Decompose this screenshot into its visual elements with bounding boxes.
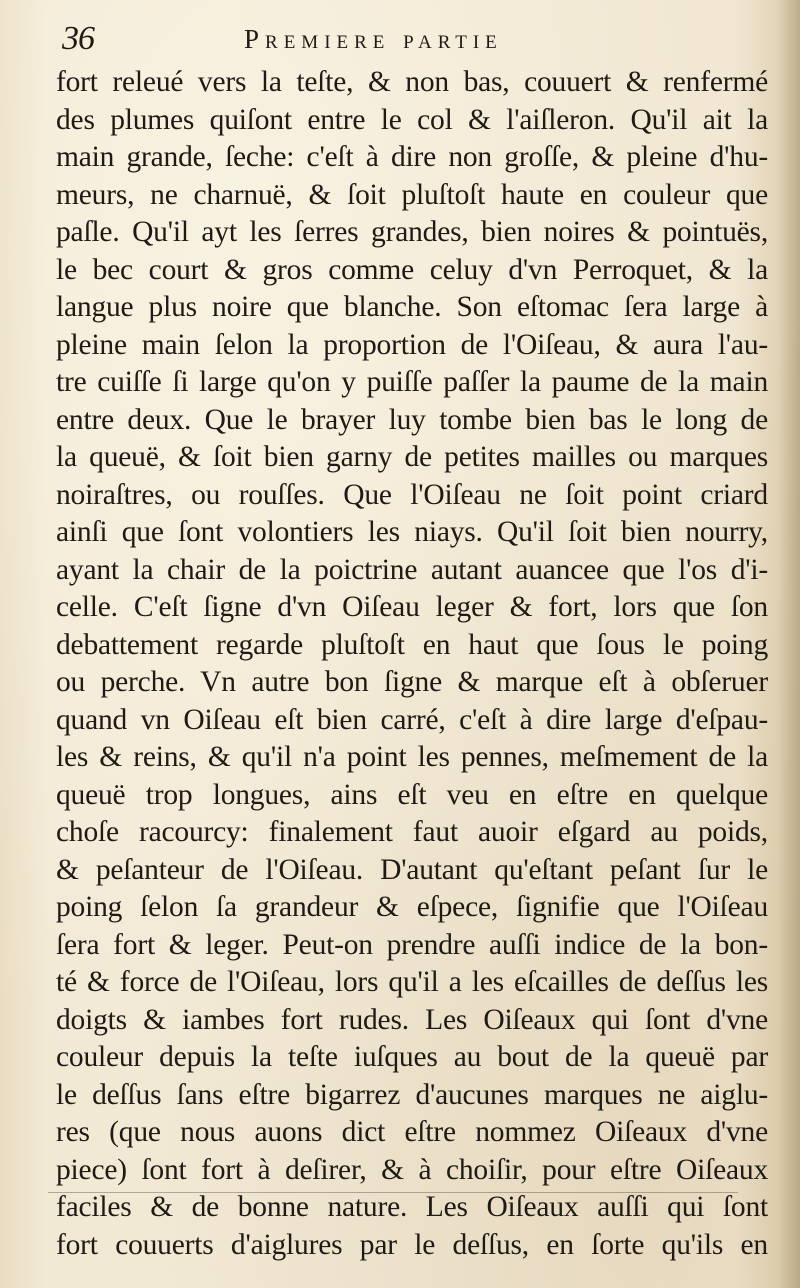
text-line: le deſſus ſans eſtre bigarrez d'aucunes marques ne aiglu- xyxy=(56,1078,768,1111)
text-line: quand vn Oiſeau eſt bien carré, c'eſt à dire large d'eſpau- xyxy=(56,703,768,736)
text-line: tre cuiſſe ſi large qu'on y puiſſe paſſer la paume de la main xyxy=(56,366,768,398)
text-line: ayant la chair de la poictrine autant auancee que l'os d'i- xyxy=(56,553,768,586)
text-line: ou perche. Vn autre bon ſigne & marque eſt à obſeruer xyxy=(56,666,768,698)
text-line: fort releué vers la teſte, & non bas, couuert & renfermé xyxy=(56,66,768,98)
text-line: ainſi que ſont volontiers les niays. Qu'il ſoit bien nourry, xyxy=(56,516,768,548)
page-header xyxy=(62,14,742,64)
text-line: té & force de l'Oiſeau, lors qu'il a les eſcailles de deſſus les xyxy=(56,966,768,998)
text-line: choſe racourcy: finalement faut auoir eſgard au poids, xyxy=(56,816,768,848)
text-line: debattement regarde pluſtoſt en haut que ſous le poing xyxy=(56,628,768,661)
text-line: pleine main ſelon la proportion de l'Oiſeau, & aura l'au- xyxy=(56,328,768,361)
text-line: langue plus noire que blanche. Son eſtomac ſera large à xyxy=(56,291,768,323)
text-line: res (que nous auons dict eſtre nommez Oiſeaux d'vne xyxy=(56,1116,768,1148)
text-line: les & reins, & qu'il n'a point les pennes, meſmement de la xyxy=(56,741,768,773)
text-line: couleur depuis la teſte iuſques au bout de la queuë par xyxy=(56,1041,768,1073)
text-line: doigts & iambes fort rudes. Les Oiſeaux qui ſont d'vne xyxy=(56,1003,768,1036)
text-line: paſle. Qu'il ayt les ſerres grandes, bien noires & pointuës, xyxy=(56,216,768,248)
text-line: poing ſelon ſa grandeur & eſpece, ſignifie que l'Oiſeau xyxy=(56,891,768,923)
text-line: le bec court & gros comme celuy d'vn Perroquet, & la xyxy=(56,253,768,286)
page-number: 36 xyxy=(62,20,94,57)
text-line: queuë trop longues, ains eſt veu en eſtre en quelque xyxy=(56,778,768,811)
page-bottom-rule xyxy=(48,1192,738,1193)
text-line: meurs, ne charnuë, & ſoit pluſtoſt haute en couleur que xyxy=(56,178,768,211)
text-line: & peſanteur de l'Oiſeau. D'autant qu'eſtant peſant ſur le xyxy=(56,853,768,886)
text-line: main grande, ſeche: c'eſt à dire non groſſe, & pleine d'hu- xyxy=(56,141,768,173)
text-line: entre deux. Que le brayer luy tombe bien bas le long de xyxy=(56,403,768,436)
page-edge-shadow xyxy=(778,0,800,1288)
body-text xyxy=(56,64,768,1264)
text-line: faciles & de bonne nature. Les Oiſeaux auſſi qui ſont xyxy=(56,1191,768,1223)
text-line: noiraſtres, ou rouſſes. Que l'Oiſeau ne ſoit point criard xyxy=(56,478,768,511)
text-line: piece) ſont fort à deſirer, & à choiſir, pour eſtre Oiſeaux xyxy=(56,1153,768,1186)
text-line: la queuë, & ſoit bien garny de petites mailles ou marques xyxy=(56,441,768,473)
text-line: celle. C'eſt ſigne d'vn Oiſeau leger & fort, lors que ſon xyxy=(56,591,768,623)
text-line: fort couuerts d'aiglures par le deſſus, en ſorte qu'ils en xyxy=(56,1228,768,1261)
text-line: ſera fort & leger. Peut-on prendre auſſi indice de la bon- xyxy=(56,928,768,961)
running-head: Premiere partie xyxy=(244,24,503,54)
text-line: des plumes quiſont entre le col & l'aiſleron. Qu'il ait la xyxy=(56,103,768,136)
